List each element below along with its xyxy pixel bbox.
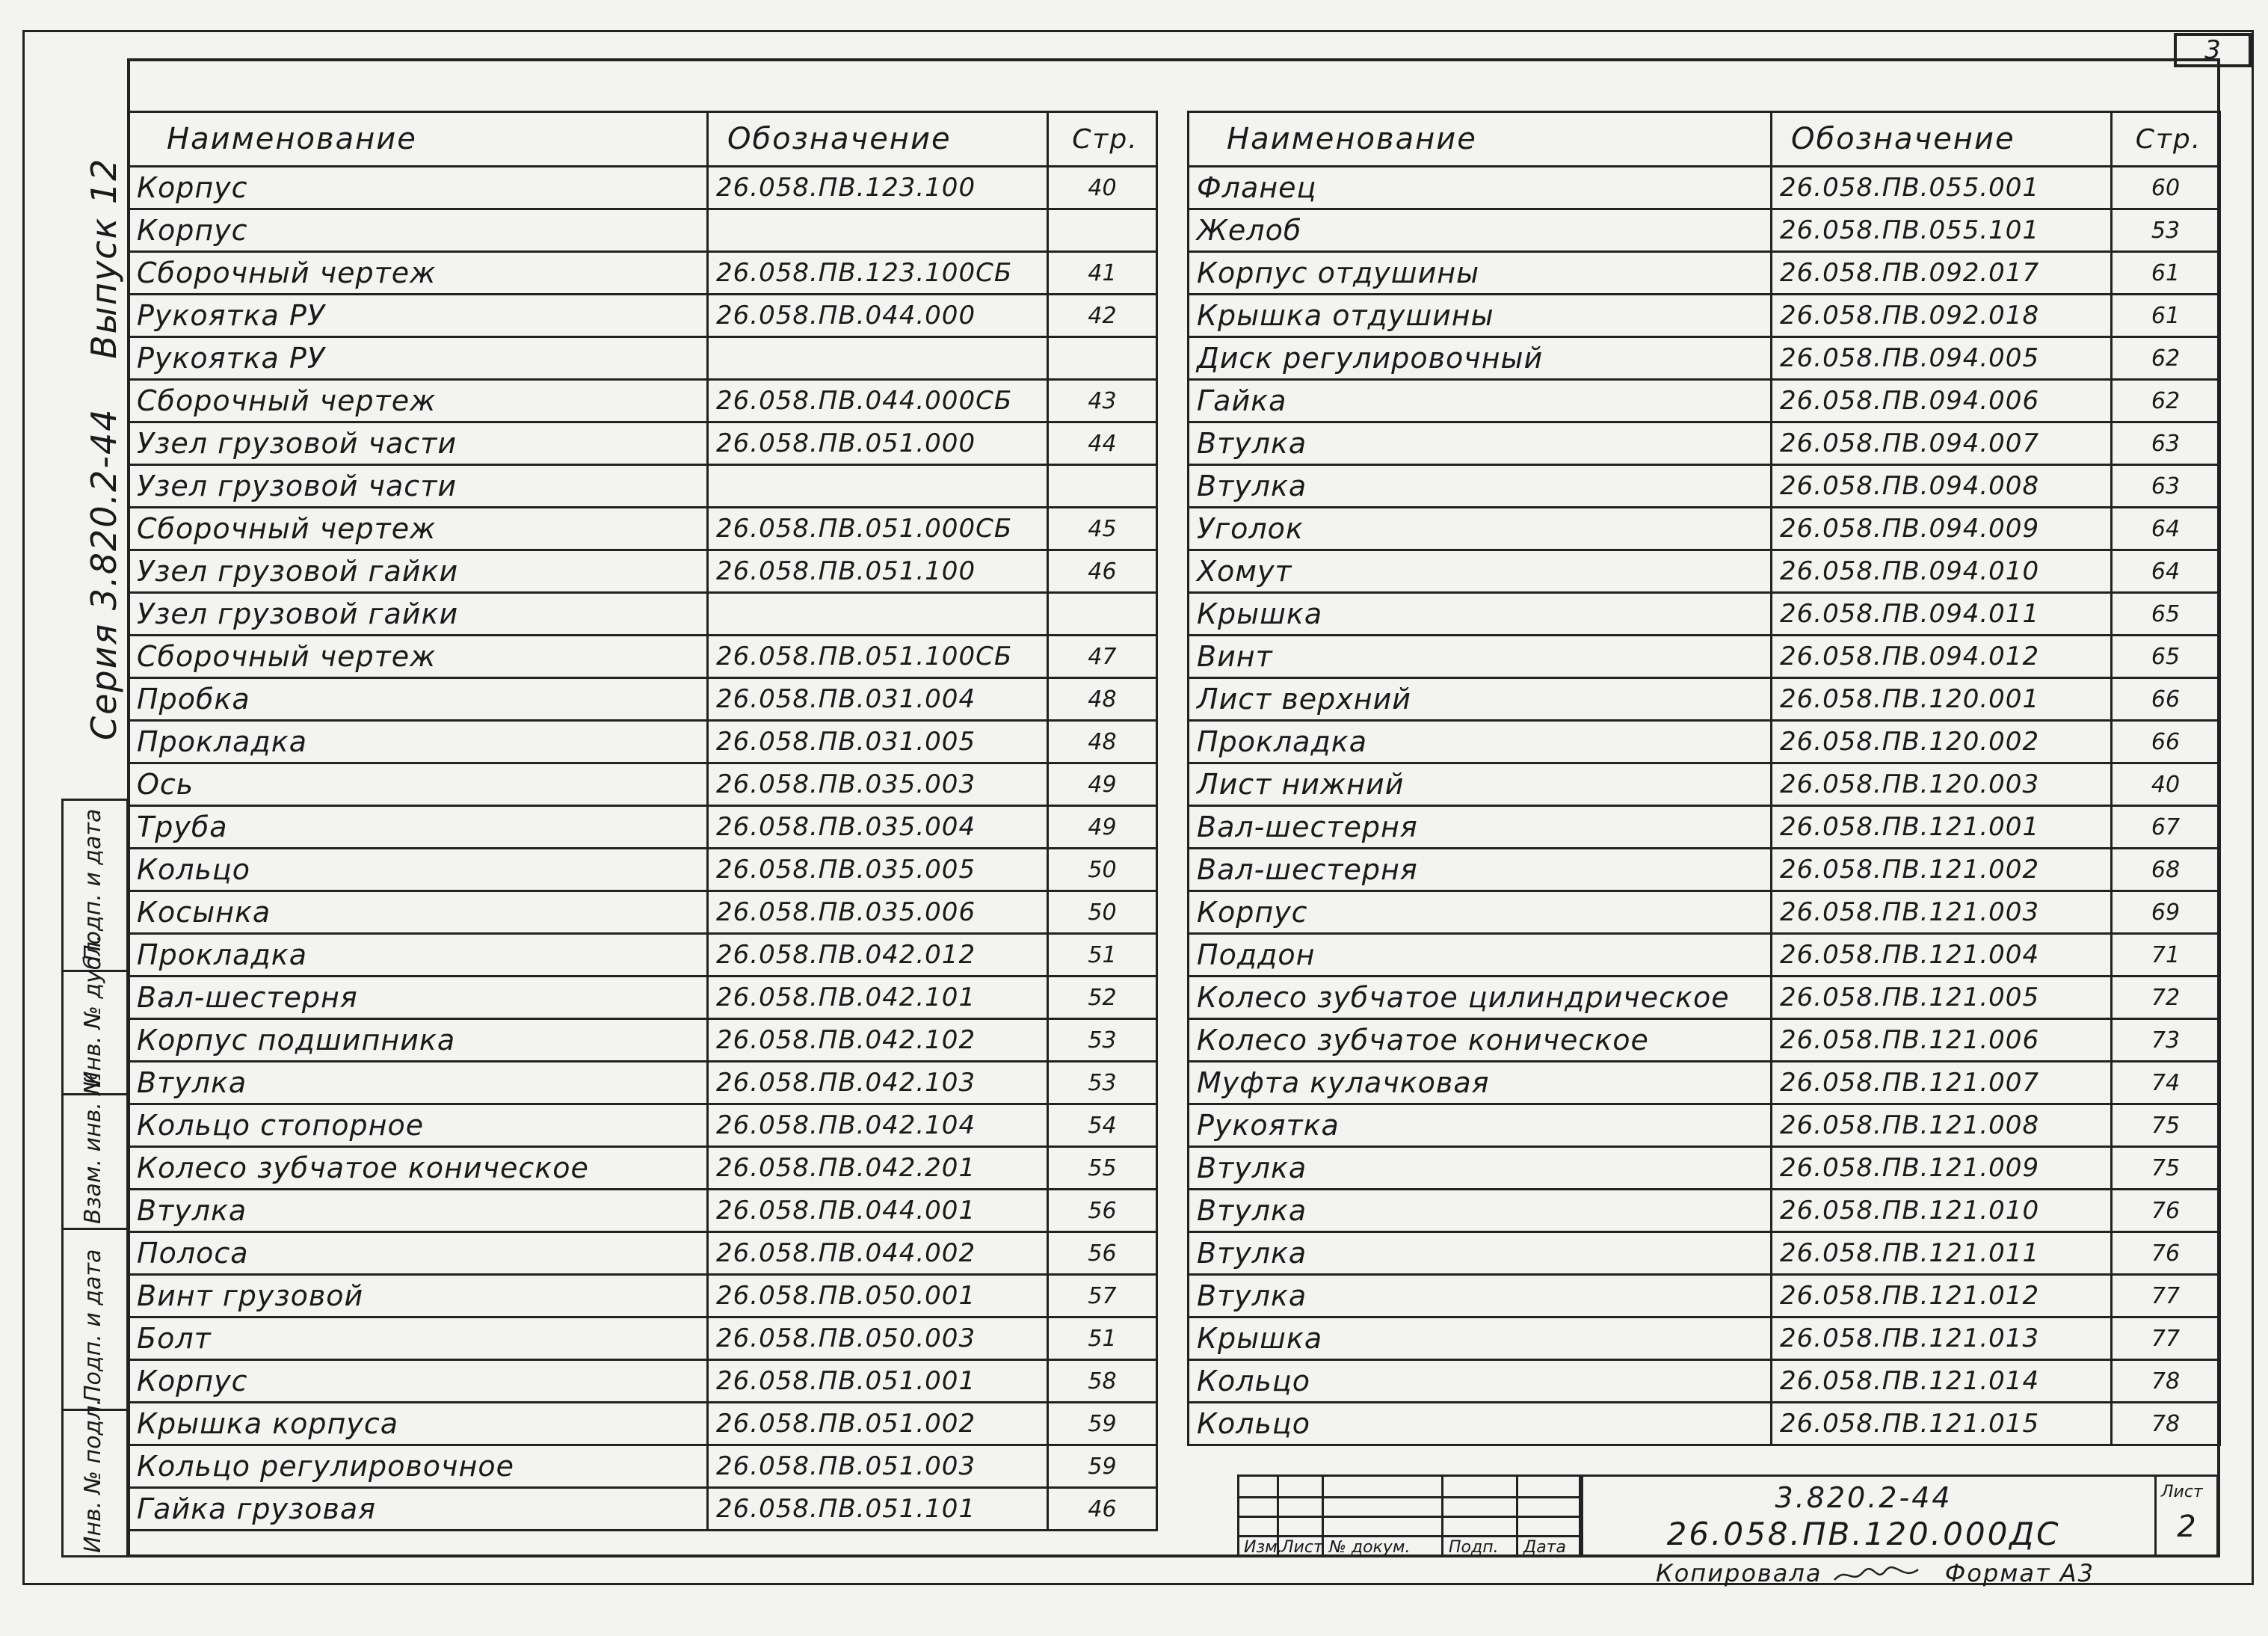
table-row — [1189, 593, 2220, 636]
stamp-label: Подп. и дата — [80, 1249, 106, 1402]
row-name: Лист верхний — [1189, 678, 1772, 721]
row-code: 26.058.ПВ.094.012 — [1772, 636, 2112, 678]
row-page: 60 — [2112, 167, 2220, 209]
row-code: 26.058.ПВ.121.015 — [1772, 1403, 2112, 1445]
row-code: 26.058.ПВ.042.103 — [708, 1062, 1048, 1104]
table-row — [1189, 295, 2220, 337]
row-name: Диск регулировочный — [1189, 337, 1772, 380]
table-row — [1189, 849, 2220, 891]
row-code: 26.058.ПВ.051.000СБ — [708, 508, 1048, 550]
table-row — [1189, 380, 2220, 422]
row-code — [708, 209, 1048, 252]
row-code: 26.058.ПВ.121.011 — [1772, 1232, 2112, 1275]
row-page: 59 — [1048, 1445, 1157, 1488]
row-name: Крышка — [1189, 593, 1772, 636]
row-page: 73 — [2112, 1019, 2220, 1062]
row-code: 26.058.ПВ.121.001 — [1772, 806, 2112, 849]
format-label: Формат А3 — [1944, 1559, 2095, 1587]
table-row — [129, 849, 1157, 891]
row-name: Сборочный чертеж — [129, 380, 708, 422]
row-page — [1048, 465, 1157, 508]
row-code: 26.058.ПВ.094.005 — [1772, 337, 2112, 380]
col-change: Изм. — [1244, 1538, 1283, 1557]
row-page — [1048, 593, 1157, 636]
row-page: 46 — [1048, 1488, 1157, 1531]
table-row — [129, 678, 1157, 721]
row-page: 61 — [2112, 252, 2220, 295]
row-code: 26.058.ПВ.092.017 — [1772, 252, 2112, 295]
row-page: 43 — [1048, 380, 1157, 422]
page-number: 3 — [2204, 35, 2221, 65]
table-row — [1189, 1062, 2220, 1104]
row-page: 75 — [2112, 1104, 2220, 1147]
row-code: 26.058.ПВ.044.002 — [708, 1232, 1048, 1275]
copied-label: Копировала — [1656, 1559, 1822, 1587]
row-name: Втулка — [129, 1190, 708, 1232]
header-page: Стр. — [1048, 112, 1157, 167]
row-code: 26.058.ПВ.121.013 — [1772, 1317, 2112, 1360]
footer-line — [1656, 1559, 2095, 1587]
row-code: 26.058.ПВ.031.004 — [708, 678, 1048, 721]
row-code: 26.058.ПВ.055.001 — [1772, 167, 2112, 209]
row-name: Прокладка — [129, 721, 708, 763]
row-code: 26.058.ПВ.123.100 — [708, 167, 1048, 209]
row-code: 26.058.ПВ.051.001 — [708, 1360, 1048, 1403]
row-code: 26.058.ПВ.042.012 — [708, 934, 1048, 977]
stamp-cell — [64, 1228, 126, 1409]
row-name: Кольцо регулировочное — [129, 1445, 708, 1488]
row-name: Корпус — [129, 209, 708, 252]
row-page: 56 — [1048, 1190, 1157, 1232]
row-code: 26.058.ПВ.035.006 — [708, 891, 1048, 934]
row-name: Винт — [1189, 636, 1772, 678]
sheet-column — [2154, 1477, 2216, 1555]
row-code: 26.058.ПВ.042.102 — [708, 1019, 1048, 1062]
row-code — [708, 593, 1048, 636]
row-name: Втулка — [1189, 1232, 1772, 1275]
table-row — [1189, 721, 2220, 763]
series-label: Серия 3.820.2-44 — [84, 408, 124, 740]
row-name: Прокладка — [1189, 721, 1772, 763]
row-code: 26.058.ПВ.035.004 — [708, 806, 1048, 849]
header-name: Наименование — [129, 112, 708, 167]
row-name: Муфта кулачковая — [1189, 1062, 1772, 1104]
row-name: Корпус — [129, 167, 708, 209]
row-code: 26.058.ПВ.094.006 — [1772, 380, 2112, 422]
row-page: 56 — [1048, 1232, 1157, 1275]
row-page: 55 — [1048, 1147, 1157, 1190]
row-page: 59 — [1048, 1403, 1157, 1445]
row-code: 26.058.ПВ.120.003 — [1772, 763, 2112, 806]
row-page: 78 — [2112, 1403, 2220, 1445]
row-code: 26.058.ПВ.121.006 — [1772, 1019, 2112, 1062]
row-page: 67 — [2112, 806, 2220, 849]
table-row — [129, 508, 1157, 550]
stamp-label: Инв. № дубл. — [80, 934, 106, 1088]
row-code: 26.058.ПВ.121.002 — [1772, 849, 2112, 891]
row-name: Косынка — [129, 891, 708, 934]
row-code: 26.058.ПВ.121.004 — [1772, 934, 2112, 977]
row-page: 50 — [1048, 891, 1157, 934]
row-name: Прокладка — [129, 934, 708, 977]
table-row — [129, 1488, 1157, 1531]
row-name: Фланец — [1189, 167, 1772, 209]
table-row — [1189, 1403, 2220, 1445]
row-page: 64 — [2112, 508, 2220, 550]
row-page: 45 — [1048, 508, 1157, 550]
row-page: 62 — [2112, 337, 2220, 380]
row-page — [1048, 209, 1157, 252]
row-page: 41 — [1048, 252, 1157, 295]
row-code: 26.058.ПВ.044.000СБ — [708, 380, 1048, 422]
row-code: 26.058.ПВ.094.007 — [1772, 422, 2112, 465]
header-name: Наименование — [1189, 112, 1772, 167]
title-block — [1237, 1474, 2219, 1557]
row-page: 51 — [1048, 934, 1157, 977]
row-name: Болт — [129, 1317, 708, 1360]
row-page: 40 — [2112, 763, 2220, 806]
table-row — [129, 1445, 1157, 1488]
row-page: 49 — [1048, 763, 1157, 806]
issue-label: Выпуск 12 — [84, 157, 124, 359]
row-code: 26.058.ПВ.121.003 — [1772, 891, 2112, 934]
row-name: Сборочный чертеж — [129, 508, 708, 550]
row-name: Кольцо — [1189, 1403, 1772, 1445]
row-page: 42 — [1048, 295, 1157, 337]
row-name: Полоса — [129, 1232, 708, 1275]
row-code: 26.058.ПВ.051.100 — [708, 550, 1048, 593]
table-row — [129, 934, 1157, 977]
row-name: Втулка — [1189, 422, 1772, 465]
sheet-value: 2 — [2177, 1510, 2196, 1544]
row-page: 50 — [1048, 849, 1157, 891]
table-row — [129, 1360, 1157, 1403]
table-row — [1189, 934, 2220, 977]
row-code: 26.058.ПВ.121.007 — [1772, 1062, 2112, 1104]
row-code: 26.058.ПВ.121.012 — [1772, 1275, 2112, 1317]
row-name: Вал-шестерня — [1189, 806, 1772, 849]
row-code: 26.058.ПВ.042.201 — [708, 1147, 1048, 1190]
row-page: 62 — [2112, 380, 2220, 422]
row-code: 26.058.ПВ.120.001 — [1772, 678, 2112, 721]
row-code: 26.058.ПВ.051.000 — [708, 422, 1048, 465]
row-page: 51 — [1048, 1317, 1157, 1360]
row-page: 64 — [2112, 550, 2220, 593]
row-page: 58 — [1048, 1360, 1157, 1403]
row-code — [708, 465, 1048, 508]
table-row — [129, 1062, 1157, 1104]
row-name: Корпус — [1189, 891, 1772, 934]
row-code: 26.058.ПВ.044.001 — [708, 1190, 1048, 1232]
row-code — [708, 337, 1048, 380]
table-row — [1189, 1275, 2220, 1317]
row-page: 57 — [1048, 1275, 1157, 1317]
row-name: Корпус — [129, 1360, 708, 1403]
table-row — [129, 465, 1157, 508]
row-name: Рукоятка РУ — [129, 337, 708, 380]
row-page: 54 — [1048, 1104, 1157, 1147]
table-row — [129, 1232, 1157, 1275]
table-row — [129, 209, 1157, 252]
stamp-cell — [64, 1071, 126, 1228]
row-name: Втулка — [1189, 1190, 1772, 1232]
row-code: 26.058.ПВ.031.005 — [708, 721, 1048, 763]
row-code: 26.058.ПВ.121.008 — [1772, 1104, 2112, 1147]
row-page: 66 — [2112, 721, 2220, 763]
table-row — [1189, 763, 2220, 806]
table-row — [1189, 806, 2220, 849]
row-page: 40 — [1048, 167, 1157, 209]
table-row — [129, 1317, 1157, 1360]
row-name: Пробка — [129, 678, 708, 721]
row-name: Кольцо — [1189, 1360, 1772, 1403]
row-code: 26.058.ПВ.094.011 — [1772, 593, 2112, 636]
table-row — [129, 977, 1157, 1019]
row-code: 26.058.ПВ.121.010 — [1772, 1190, 2112, 1232]
row-name: Гайка грузовая — [129, 1488, 708, 1531]
row-page: 78 — [2112, 1360, 2220, 1403]
row-code: 26.058.ПВ.094.009 — [1772, 508, 2112, 550]
table-row — [1189, 337, 2220, 380]
table-row — [1189, 465, 2220, 508]
table-row — [1189, 636, 2220, 678]
table-row — [129, 1019, 1157, 1062]
row-page: 77 — [2112, 1317, 2220, 1360]
row-page: 72 — [2112, 977, 2220, 1019]
row-name: Крышка отдушины — [1189, 295, 1772, 337]
row-code: 26.058.ПВ.051.002 — [708, 1403, 1048, 1445]
row-page: 63 — [2112, 422, 2220, 465]
row-page: 69 — [2112, 891, 2220, 934]
row-page: 71 — [2112, 934, 2220, 977]
table-row — [129, 636, 1157, 678]
table-row — [1189, 891, 2220, 934]
row-page: 53 — [1048, 1019, 1157, 1062]
row-name: Уголок — [1189, 508, 1772, 550]
row-code: 26.058.ПВ.123.100СБ — [708, 252, 1048, 295]
row-code: 26.058.ПВ.094.010 — [1772, 550, 2112, 593]
row-name: Узел грузовой части — [129, 465, 708, 508]
row-name: Винт грузовой — [129, 1275, 708, 1317]
table-row — [1189, 977, 2220, 1019]
table-row — [129, 1403, 1157, 1445]
row-name: Желоб — [1189, 209, 1772, 252]
table-row — [129, 252, 1157, 295]
row-page: 63 — [2112, 465, 2220, 508]
col-doc-number: № докум. — [1329, 1538, 1411, 1557]
row-page: 65 — [2112, 593, 2220, 636]
row-name: Крышка — [1189, 1317, 1772, 1360]
row-name: Лист нижний — [1189, 763, 1772, 806]
row-page: 77 — [2112, 1275, 2220, 1317]
row-page: 65 — [2112, 636, 2220, 678]
row-page: 46 — [1048, 550, 1157, 593]
col-date: Дата — [1523, 1538, 1566, 1557]
table-row — [1189, 678, 2220, 721]
title-block-main — [1581, 1474, 2219, 1557]
row-page: 61 — [2112, 295, 2220, 337]
table-row — [129, 891, 1157, 934]
row-name: Колесо зубчатое коническое — [129, 1147, 708, 1190]
row-page: 49 — [1048, 806, 1157, 849]
row-page: 53 — [1048, 1062, 1157, 1104]
table-row — [1189, 1190, 2220, 1232]
row-page: 52 — [1048, 977, 1157, 1019]
row-name: Втулка — [129, 1062, 708, 1104]
table-row — [129, 550, 1157, 593]
row-name: Узел грузовой гайки — [129, 550, 708, 593]
specification-table-right — [1187, 111, 2221, 1446]
table-row — [129, 1147, 1157, 1190]
row-name: Крышка корпуса — [129, 1403, 708, 1445]
row-page: 75 — [2112, 1147, 2220, 1190]
row-code: 26.058.ПВ.121.009 — [1772, 1147, 2112, 1190]
row-code: 26.058.ПВ.121.014 — [1772, 1360, 2112, 1403]
specification-table-left — [127, 111, 1158, 1531]
row-code: 26.058.ПВ.035.003 — [708, 763, 1048, 806]
stamp-cell — [64, 1398, 126, 1557]
row-name: Вал-шестерня — [129, 977, 708, 1019]
row-page — [1048, 337, 1157, 380]
signature-icon — [1831, 1563, 1921, 1586]
table-row — [1189, 1360, 2220, 1403]
row-name: Хомут — [1189, 550, 1772, 593]
table-row — [1189, 209, 2220, 252]
document-code: 26.058.ПВ.120.000ДС — [1666, 1516, 2061, 1552]
table-row — [1189, 550, 2220, 593]
row-page: 53 — [2112, 209, 2220, 252]
table-row — [129, 295, 1157, 337]
row-page: 48 — [1048, 721, 1157, 763]
row-name: Труба — [129, 806, 708, 849]
row-name: Корпус подшипника — [129, 1019, 708, 1062]
row-code: 26.058.ПВ.051.003 — [708, 1445, 1048, 1488]
table-row — [1189, 1232, 2220, 1275]
table-row — [1189, 1147, 2220, 1190]
revision-grid — [1237, 1474, 1581, 1557]
table-header-row — [129, 112, 1157, 167]
table-row — [129, 763, 1157, 806]
row-name: Узел грузовой части — [129, 422, 708, 465]
row-name: Сборочный чертеж — [129, 252, 708, 295]
row-name: Ось — [129, 763, 708, 806]
row-name: Рукоятка — [1189, 1104, 1772, 1147]
table-row — [129, 167, 1157, 209]
row-name: Узел грузовой гайки — [129, 593, 708, 636]
stamp-label: Инв. № подл. — [80, 1398, 106, 1553]
table-row — [1189, 252, 2220, 295]
row-code: 26.058.ПВ.055.101 — [1772, 209, 2112, 252]
table-row — [1189, 1019, 2220, 1062]
row-name: Корпус отдушины — [1189, 252, 1772, 295]
row-code: 26.058.ПВ.050.003 — [708, 1317, 1048, 1360]
approval-stamp-strip — [61, 799, 129, 1557]
row-page: 76 — [2112, 1190, 2220, 1232]
row-name: Колесо зубчатое цилиндрическое — [1189, 977, 1772, 1019]
row-name: Втулка — [1189, 1147, 1772, 1190]
stamp-label: Взам. инв. № — [80, 1071, 106, 1224]
row-name: Рукоятка РУ — [129, 295, 708, 337]
row-page: 68 — [2112, 849, 2220, 891]
row-name: Кольцо стопорное — [129, 1104, 708, 1147]
table-row — [1189, 1104, 2220, 1147]
header-code: Обозначение — [1772, 112, 2112, 167]
row-page: 44 — [1048, 422, 1157, 465]
row-code: 26.058.ПВ.051.100СБ — [708, 636, 1048, 678]
table-row — [129, 593, 1157, 636]
table-header-row — [1189, 112, 2220, 167]
col-sheet: Лист — [1281, 1538, 1323, 1557]
row-code: 26.058.ПВ.120.002 — [1772, 721, 2112, 763]
sheet-label: Лист — [2161, 1483, 2203, 1501]
row-name: Втулка — [1189, 465, 1772, 508]
table-row — [129, 1190, 1157, 1232]
row-name: Кольцо — [129, 849, 708, 891]
header-code: Обозначение — [708, 112, 1048, 167]
table-row — [1189, 1317, 2220, 1360]
table-row — [129, 806, 1157, 849]
table-row — [129, 337, 1157, 380]
row-page: 66 — [2112, 678, 2220, 721]
row-name: Поддон — [1189, 934, 1772, 977]
table-row — [129, 721, 1157, 763]
row-code: 26.058.ПВ.044.000 — [708, 295, 1048, 337]
table-row — [129, 1104, 1157, 1147]
document-series: 3.820.2-44 — [1775, 1481, 1953, 1514]
row-name: Сборочный чертеж — [129, 636, 708, 678]
row-code: 26.058.ПВ.051.101 — [708, 1488, 1048, 1531]
row-code: 26.058.ПВ.035.005 — [708, 849, 1048, 891]
table-row — [129, 380, 1157, 422]
row-code: 26.058.ПВ.094.008 — [1772, 465, 2112, 508]
row-name: Вал-шестерня — [1189, 849, 1772, 891]
row-page: 76 — [2112, 1232, 2220, 1275]
row-page: 74 — [2112, 1062, 2220, 1104]
row-code: 26.058.ПВ.092.018 — [1772, 295, 2112, 337]
row-name: Колесо зубчатое коническое — [1189, 1019, 1772, 1062]
row-page: 48 — [1048, 678, 1157, 721]
row-code: 26.058.ПВ.042.101 — [708, 977, 1048, 1019]
row-code: 26.058.ПВ.042.104 — [708, 1104, 1048, 1147]
table-row — [129, 422, 1157, 465]
table-row — [1189, 422, 2220, 465]
row-code: 26.058.ПВ.121.005 — [1772, 977, 2112, 1019]
col-signature: Подп. — [1449, 1538, 1499, 1557]
table-row — [129, 1275, 1157, 1317]
row-name: Втулка — [1189, 1275, 1772, 1317]
row-name: Гайка — [1189, 380, 1772, 422]
header-page: Стр. — [2112, 112, 2220, 167]
table-row — [1189, 167, 2220, 209]
stamp-label: Подп. и дата — [80, 808, 106, 962]
table-row — [1189, 508, 2220, 550]
row-page: 47 — [1048, 636, 1157, 678]
row-code: 26.058.ПВ.050.001 — [708, 1275, 1048, 1317]
